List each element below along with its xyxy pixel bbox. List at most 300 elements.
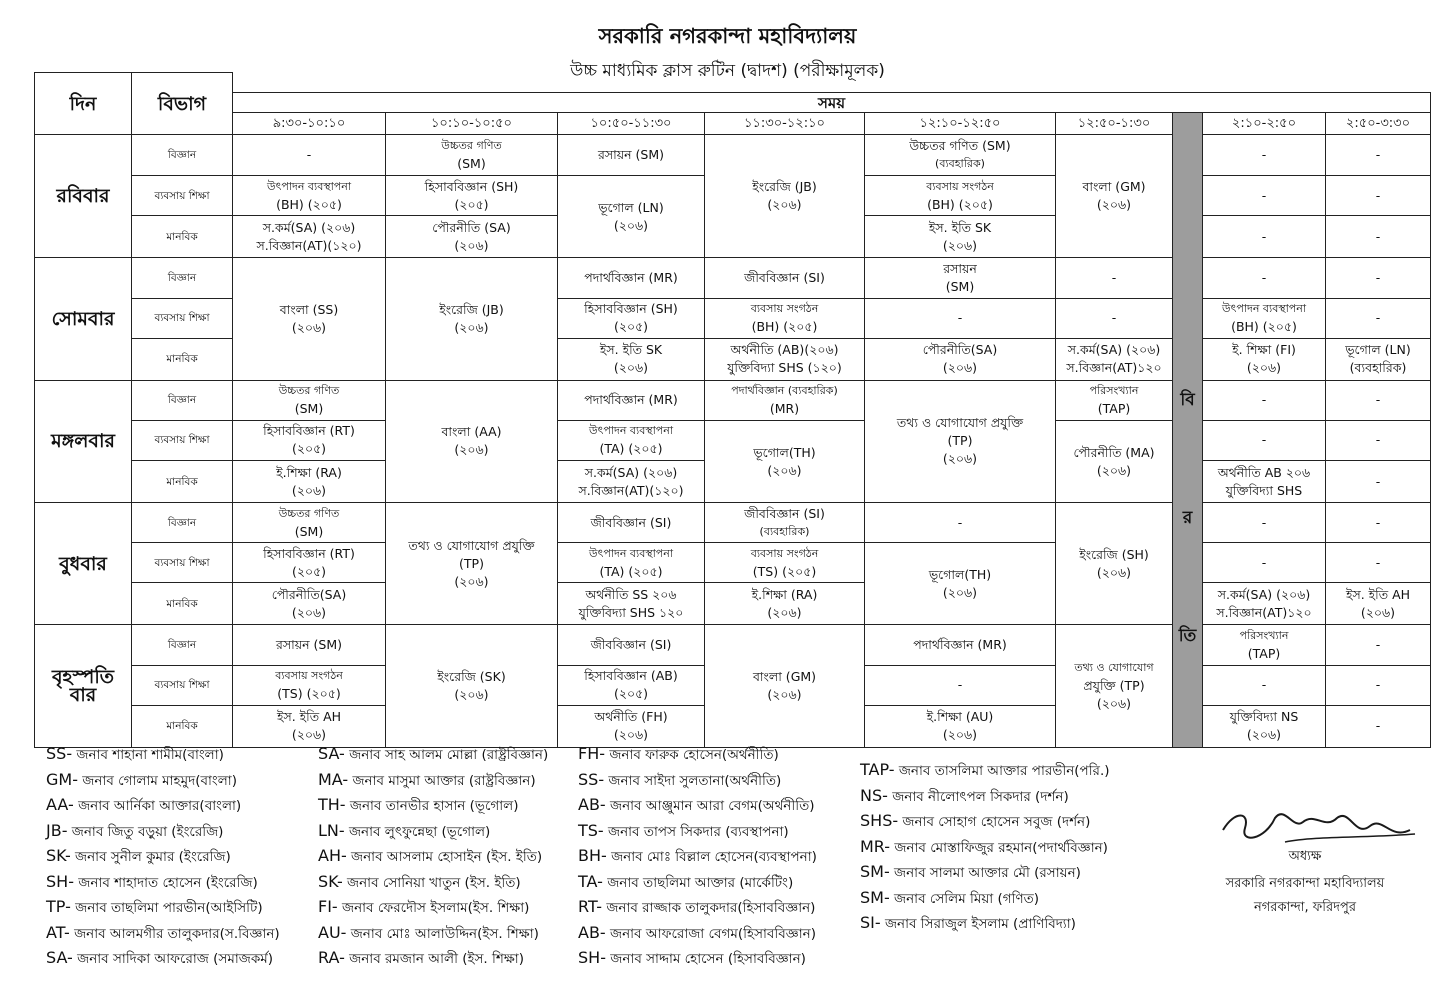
dept-science: বিজ্ঞান xyxy=(132,135,233,176)
class-text: (ব্যবহারিক) xyxy=(935,157,985,171)
routine-subtitle: উচ্চ মাধ্যমিক ক্লাস রুটিন (দ্বাদশ) (পরীক্ষামূলক) xyxy=(570,61,885,81)
class-text: ইস. ইতি AH xyxy=(276,709,342,725)
day-sunday: রবিবার xyxy=(35,135,132,258)
class-text: উৎপাদন ব্যবস্থাপনা xyxy=(588,424,674,438)
class-text: যুক্তিবিদ্যা SHS xyxy=(1225,482,1303,498)
legend-entry xyxy=(578,895,817,921)
class-text: উৎপাদন ব্যবস্থাপনা xyxy=(266,179,352,193)
teacher-name: জনাব শাহাদাত হোসেন (ইংরেজি) xyxy=(78,874,258,891)
class-text: (২০৬) xyxy=(942,451,978,467)
class-text: স.বিজ্ঞান(AT)১২০ xyxy=(1216,604,1312,620)
day-wednesday: বুধবার xyxy=(35,503,132,625)
time-slot: ২:১০-২:৫০ xyxy=(1203,113,1326,135)
day-tuesday: মঙ্গলবার xyxy=(35,380,132,502)
class-text: - xyxy=(1375,270,1381,286)
teacher-name: জনাব ফারুক হোসেন(অর্থনীতি) xyxy=(609,747,779,763)
class-cell xyxy=(1203,298,1326,338)
legend-entry xyxy=(578,921,817,947)
class-text: উৎপাদন ব্যবস্থাপনা xyxy=(1221,302,1307,316)
class-cell xyxy=(1056,503,1173,625)
class-cell xyxy=(865,135,1056,176)
teacher-name: জনাব সিরাজুল ইসলাম (প্রাণিবিদ্যা) xyxy=(884,916,1076,932)
legend-entry xyxy=(318,768,548,794)
legend-entry xyxy=(318,895,548,921)
dept-humanities: মানবিক xyxy=(132,216,233,258)
class-text: (২০৬) xyxy=(454,442,489,458)
teacher-name: জনাব গোলাম মাহমুদ(বাংলা) xyxy=(82,772,237,789)
class-cell xyxy=(1326,380,1431,420)
class-cell xyxy=(233,258,386,380)
teacher-name: জনাব জিতু বড়ুয়া (ইংরেজি) xyxy=(71,823,224,840)
break-letter: তি xyxy=(1178,625,1197,646)
class-text: ইস. ইতি AH xyxy=(1345,586,1411,602)
class-text: (২০৫) xyxy=(613,319,649,335)
dept-science: বিজ্ঞান xyxy=(132,625,233,665)
class-text: (TAP) xyxy=(1097,401,1131,417)
teacher-code: SH- xyxy=(46,871,74,891)
dept-humanities: মানবিক xyxy=(132,705,233,747)
class-text: (SM) xyxy=(457,156,486,172)
class-cell xyxy=(1056,380,1173,420)
time-slot: ১০:১০-১০:৫০ xyxy=(386,113,558,135)
teacher-name: জনাব সেলিম মিয়া (গণিত) xyxy=(894,890,1040,907)
class-text: ইস. ইতি SK xyxy=(928,219,992,235)
teacher-name: জনাব লুৎফুন্নেছা (ভূগোল) xyxy=(348,823,491,840)
class-text: (BH) (২০৫) xyxy=(751,319,818,335)
legend-entry xyxy=(578,946,817,972)
class-text: ই.শিক্ষা (RA) xyxy=(276,464,342,480)
teacher-code: TA- xyxy=(578,871,603,891)
class-text: (২০৬) xyxy=(767,462,802,478)
class-cell xyxy=(705,135,865,258)
teacher-code: FI- xyxy=(318,897,338,916)
teacher-code: SA- xyxy=(46,948,73,967)
legend-entry xyxy=(578,819,817,845)
class-cell xyxy=(233,503,386,543)
legend-entry xyxy=(46,870,280,896)
class-text: উৎপাদন ব্যবস্থাপনা xyxy=(588,546,674,560)
class-text: পৌরনীতি (MA) xyxy=(1073,444,1155,460)
class-text: - xyxy=(1261,677,1267,693)
class-text: (MR) xyxy=(769,401,800,417)
teacher-name: জনাব তাছলিমা পারভীন(আইসিটি) xyxy=(75,900,263,916)
class-text: (২০৬) xyxy=(1096,564,1132,580)
class-cell xyxy=(1326,135,1431,176)
legend-entry xyxy=(46,819,280,845)
dept-business: ব্যবসায় শিক্ষা xyxy=(132,298,233,338)
dept-science: বিজ্ঞান xyxy=(132,503,233,543)
department-column-header: বিভাগ xyxy=(132,73,233,135)
class-text: পদার্থবিজ্ঞান (MR) xyxy=(913,637,1007,653)
teacher-legend-col-1 xyxy=(46,742,280,972)
class-cell xyxy=(705,380,865,420)
class-text: - xyxy=(1375,392,1381,408)
class-text: ব্যবসায় সংগঠন xyxy=(750,546,819,560)
day-column-header: দিন xyxy=(35,73,132,135)
teacher-code: SS- xyxy=(46,744,73,763)
class-text: (২০৬) xyxy=(942,237,978,253)
class-text: - xyxy=(1111,270,1117,286)
class-cell xyxy=(1326,298,1431,338)
college-address: নগরকান্দা, ফরিদপুর xyxy=(1254,900,1356,915)
teacher-name: জনাব আসলাম হোসাইন (ইস. ইতি) xyxy=(351,849,543,865)
class-cell xyxy=(1203,461,1326,503)
class-cell xyxy=(1326,258,1431,298)
teacher-code: AH- xyxy=(318,846,347,865)
class-text: উচ্চতর গণিত xyxy=(278,384,340,398)
class-text: - xyxy=(1261,432,1267,448)
break-letter: বি xyxy=(1180,389,1195,410)
class-cell xyxy=(1203,135,1326,176)
dept-humanities: মানবিক xyxy=(132,461,233,503)
class-cell xyxy=(233,216,386,258)
class-cell xyxy=(865,258,1056,298)
teacher-code: TS- xyxy=(578,820,604,840)
class-text: যুক্তিবিদ্যা SHS ১২০ xyxy=(578,604,684,620)
class-text: যুক্তিবিদ্যা NS xyxy=(1229,709,1299,725)
class-text: উচ্চতর গণিত xyxy=(441,139,502,153)
day-monday: সোমবার xyxy=(35,258,132,380)
class-text: রসায়ন (SM) xyxy=(275,637,343,653)
class-cell xyxy=(1326,583,1431,625)
class-text: (২০৬) xyxy=(767,687,802,703)
class-text: (২০৬) xyxy=(454,573,489,589)
class-cell xyxy=(558,258,705,298)
class-text: (SM) xyxy=(945,279,975,295)
legend-entry xyxy=(318,742,548,768)
class-cell xyxy=(705,258,865,298)
class-text: তথ্য ও যোগাযোগ প্রযুক্তি xyxy=(408,537,535,553)
class-cell xyxy=(233,625,386,665)
class-text: পরিসংখ্যান xyxy=(1239,629,1289,643)
class-cell xyxy=(558,583,705,625)
class-cell xyxy=(1326,503,1431,543)
class-text: - xyxy=(1375,432,1381,448)
class-text: - xyxy=(1261,554,1267,570)
class-cell xyxy=(233,135,386,176)
legend-entry xyxy=(860,886,1110,912)
class-text: হিসাববিজ্ঞান (SH) xyxy=(584,301,678,317)
day-thursday xyxy=(35,625,132,748)
teacher-name: জনাব মাসুমা আক্তার (রাষ্ট্রবিজ্ঞান) xyxy=(352,772,536,789)
class-text: স.কর্ম(SA) (২০৬) xyxy=(584,464,678,480)
class-text: - xyxy=(1375,718,1381,734)
teacher-name: জনাব আলমগীর তালুকদার(স.বিজ্ঞান) xyxy=(74,925,280,942)
class-text: জীববিজ্ঞান (SI) xyxy=(744,270,825,286)
teacher-name: জনাব সোহাগ হোসেন সবুজ (দর্শন) xyxy=(902,814,1091,830)
class-cell xyxy=(1056,258,1173,298)
class-text: অর্থনীতি (FH) xyxy=(594,709,668,725)
legend-entry xyxy=(46,844,280,870)
class-cell xyxy=(1203,503,1326,543)
class-cell xyxy=(558,665,705,705)
class-text: (২০৬) xyxy=(291,727,327,743)
class-text: - xyxy=(957,677,963,693)
class-cell xyxy=(865,380,1056,502)
class-cell xyxy=(233,665,386,705)
legend-entry xyxy=(860,835,1110,861)
class-cell xyxy=(865,298,1056,338)
class-cell xyxy=(705,625,865,748)
class-text: হিসাববিজ্ঞান (SH) xyxy=(424,178,519,194)
class-text: বাংলা (GM) xyxy=(1082,179,1146,195)
class-text: পৌরনীতি(SA) xyxy=(271,586,347,602)
dept-business: ব্যবসায় শিক্ষা xyxy=(132,420,233,460)
teacher-code: FH- xyxy=(578,744,606,763)
class-cell xyxy=(1056,625,1173,748)
class-text: বাংলা (AA) xyxy=(441,424,502,440)
time-header: সময় xyxy=(233,93,1431,113)
class-text: উচ্চতর গণিত (SM) xyxy=(909,138,1011,154)
class-cell xyxy=(865,665,1056,705)
legend-entry xyxy=(578,793,817,819)
class-text: - xyxy=(1375,514,1381,530)
class-cell xyxy=(558,338,705,380)
teacher-name: জনাব তাপস সিকদার (ব্যবস্থাপনা) xyxy=(608,823,789,840)
class-cell xyxy=(705,420,865,502)
class-cell xyxy=(1056,338,1173,380)
legend-entry xyxy=(318,946,548,972)
class-text: স.কর্ম(SA) (২০৬) xyxy=(1067,342,1161,358)
legend-entry xyxy=(578,870,817,896)
class-text: স.কর্ম(SA) (২০৬) xyxy=(1217,586,1311,602)
class-text: (২০৬) xyxy=(454,320,489,336)
class-text: ই.শিক্ষা (AU) xyxy=(926,709,994,725)
teacher-name: জনাব রাজ্জাক তালুকদার(হিসাববিজ্ঞান) xyxy=(606,900,816,916)
class-text: ইস. ইতি SK xyxy=(599,342,663,358)
teacher-name: জনাব ফেরদৌস ইসলাম(ইস. শিক্ষা) xyxy=(342,900,530,916)
class-text: (২০৬) xyxy=(613,360,649,376)
class-text: - xyxy=(1261,187,1267,203)
legend-entry xyxy=(46,895,280,921)
class-text: (২০৬) xyxy=(1096,197,1132,213)
teacher-code: SM- xyxy=(860,862,890,881)
legend-entry xyxy=(46,921,280,947)
class-cell xyxy=(1203,665,1326,705)
class-cell xyxy=(386,625,558,748)
class-text: উচ্চতর গণিত xyxy=(278,506,340,520)
legend-entry xyxy=(318,870,548,896)
teacher-code: SA- xyxy=(318,744,345,763)
class-text: (২০৬) xyxy=(291,482,327,498)
class-text: পৌরনীতি (SA) xyxy=(432,219,511,235)
teacher-legend-col-3 xyxy=(578,742,817,972)
legend-entry xyxy=(860,911,1110,937)
teacher-code: TH- xyxy=(318,795,346,814)
class-cell xyxy=(1326,665,1431,705)
class-text: (২০৫) xyxy=(613,686,649,702)
class-text: হিসাববিজ্ঞান (AB) xyxy=(584,668,678,684)
class-cell xyxy=(233,461,386,503)
class-text: (২০৬) xyxy=(613,217,649,233)
class-text: (TS) (২০৫) xyxy=(752,563,817,579)
class-cell xyxy=(233,420,386,460)
teacher-code: AB- xyxy=(578,922,606,942)
legend-entry xyxy=(318,844,548,870)
class-cell xyxy=(1056,135,1173,258)
teacher-name: জনাব নীলোৎপল সিকদার (দর্শন) xyxy=(892,788,1069,805)
teacher-name: জনাব সাহ আলম মোল্লা (রাষ্ট্রবিজ্ঞান) xyxy=(349,747,549,763)
class-cell xyxy=(865,338,1056,380)
class-text: (২০৬) xyxy=(1360,604,1396,620)
class-text: - xyxy=(1375,228,1381,244)
legend-entry xyxy=(46,742,280,768)
college-name: সরকারি নগরকান্দা মহাবিদ্যালয় xyxy=(598,24,857,48)
class-text: অর্থনীতি AB ২০৬ xyxy=(1217,464,1311,480)
class-cell xyxy=(705,338,865,380)
class-cell xyxy=(558,461,705,503)
class-text: বাংলা (GM) xyxy=(752,669,817,685)
class-cell xyxy=(1326,625,1431,665)
dept-science: বিজ্ঞান xyxy=(132,258,233,298)
class-text: - xyxy=(1375,310,1381,326)
teacher-name: জনাব মোঃ আলাউদ্দিন(ইস. শিক্ষা) xyxy=(350,925,539,942)
class-text: (২০৬) xyxy=(613,727,649,743)
legend-entry xyxy=(318,793,548,819)
class-text: (২০৬) xyxy=(1246,727,1282,743)
teacher-code: MR- xyxy=(860,836,891,856)
legend-entry xyxy=(860,860,1110,886)
class-text: (TAP) xyxy=(1247,646,1281,662)
class-text: (TP) xyxy=(947,433,973,449)
class-text: - xyxy=(306,147,312,163)
dept-humanities: মানবিক xyxy=(132,583,233,625)
class-text: - xyxy=(1375,473,1381,489)
class-text: - xyxy=(1261,514,1267,530)
teacher-code: BH- xyxy=(578,846,607,865)
class-text: স.কর্ম(SA) (২০৬) xyxy=(262,219,356,235)
class-text: (TP) xyxy=(459,555,484,571)
class-cell xyxy=(1203,216,1326,258)
dept-business: ব্যবসায় শিক্ষা xyxy=(132,665,233,705)
teacher-code: SS- xyxy=(578,769,605,789)
class-text: স.বিজ্ঞান(AT)(১২০) xyxy=(256,237,362,253)
class-text: ই.শিক্ষা (RA) xyxy=(751,586,818,602)
class-cell xyxy=(386,216,558,258)
class-cell xyxy=(558,503,705,543)
class-text: জীববিজ্ঞান (SI) xyxy=(744,505,825,521)
class-cell xyxy=(865,705,1056,747)
class-cell xyxy=(1326,543,1431,583)
teacher-code: TP- xyxy=(46,897,71,916)
class-cell xyxy=(1326,705,1431,747)
teacher-code: AU- xyxy=(318,922,347,942)
class-text: (২০৬) xyxy=(291,604,327,620)
teacher-code: SK- xyxy=(46,846,71,865)
class-cell xyxy=(865,625,1056,665)
class-text: জীববিজ্ঞান (SI) xyxy=(590,637,672,653)
class-text: (২০৫) xyxy=(291,441,327,457)
class-cell xyxy=(1326,461,1431,503)
class-text: - xyxy=(1375,187,1381,203)
teacher-code: SH- xyxy=(578,948,606,967)
class-text: পদার্থবিজ্ঞান (ব্যবহারিক) xyxy=(731,384,838,398)
class-cell xyxy=(1326,176,1431,216)
class-text: (২০৬) xyxy=(767,604,802,620)
teacher-code: SK- xyxy=(318,871,343,891)
class-cell xyxy=(386,503,558,625)
dept-humanities: মানবিক xyxy=(132,338,233,380)
class-text: (TA) (২০৫) xyxy=(599,563,663,579)
class-cell xyxy=(1203,583,1326,625)
class-cell xyxy=(1203,543,1326,583)
legend-entry xyxy=(860,784,1110,810)
text: বৃহস্পতি বার xyxy=(51,666,115,707)
teacher-name: জনাব সাদিকা আফরোজ (সমাজকর্ম) xyxy=(77,951,274,967)
class-text: - xyxy=(957,514,963,530)
teacher-code: AT- xyxy=(46,922,70,942)
class-text: (২০৫) xyxy=(291,563,327,579)
teacher-name: জনাব মোঃ বিল্লাল হোসেন(ব্যবস্থাপনা) xyxy=(611,849,817,865)
class-cell xyxy=(865,503,1056,543)
class-text: (TS) (২০৫) xyxy=(277,686,341,702)
class-text: - xyxy=(1375,147,1381,163)
class-cell xyxy=(558,420,705,460)
break-column xyxy=(1173,113,1203,748)
teacher-code: AB- xyxy=(578,795,606,814)
class-cell xyxy=(1203,338,1326,380)
class-text: পদার্থবিজ্ঞান (MR) xyxy=(584,270,678,286)
class-cell xyxy=(865,176,1056,216)
class-text: স.বিজ্ঞান(AT)(১২০) xyxy=(578,482,684,498)
class-text: - xyxy=(1375,637,1381,653)
teacher-code: GM- xyxy=(46,769,78,789)
class-text: - xyxy=(1261,147,1267,163)
class-text: ব্যবসায় সংগঠন xyxy=(275,669,343,683)
class-cell xyxy=(1056,298,1173,338)
class-text: (২০৬) xyxy=(942,727,978,743)
class-text: (SM) xyxy=(294,523,324,539)
teacher-name: জনাব শাহানা শামীম(বাংলা) xyxy=(76,747,224,763)
class-text: ভূগোল (LN) xyxy=(598,199,664,215)
class-text: (SM) xyxy=(294,401,324,417)
class-text: ই. শিক্ষা (FI) xyxy=(1232,342,1296,358)
class-cell xyxy=(1203,380,1326,420)
time-slot: ১০:৫০-১১:৩০ xyxy=(558,113,705,135)
class-cell xyxy=(558,380,705,420)
class-text: - xyxy=(1261,228,1267,244)
class-cell xyxy=(1326,420,1431,460)
class-cell xyxy=(1326,216,1431,258)
class-cell xyxy=(705,503,865,543)
break-letter: র xyxy=(1182,507,1193,528)
class-text: (২০৬) xyxy=(291,320,327,336)
teacher-name: জনাব তাসলিমা আক্তার পারভীন(পরি.) xyxy=(898,763,1110,779)
class-text: - xyxy=(957,310,963,326)
legend-entry xyxy=(860,809,1110,835)
class-text: হিসাববিজ্ঞান (RT) xyxy=(263,423,355,439)
class-text: (২০৬) xyxy=(454,237,489,253)
teacher-code: RA- xyxy=(318,948,345,967)
teacher-code: LN- xyxy=(318,820,345,840)
teacher-name: জনাব তাছলিমা আক্তার (মার্কেটিং) xyxy=(607,874,794,891)
teacher-code: SHS- xyxy=(860,811,899,830)
time-slot: ২:৫০-৩:৩০ xyxy=(1326,113,1431,135)
teacher-name: জনাব সাদ্দাম হোসেন (হিসাববিজ্ঞান) xyxy=(610,951,806,967)
class-cell xyxy=(558,176,705,258)
class-text: ভূগোল(TH) xyxy=(753,444,816,460)
teacher-name: জনাব সাইদা সুলতানা(অর্থনীতি) xyxy=(608,772,782,789)
class-text: ব্যবসায় সংগঠন xyxy=(750,302,819,316)
class-cell xyxy=(233,543,386,583)
legend-entry xyxy=(860,758,1110,784)
class-text: ইংরেজি (SK) xyxy=(437,669,506,685)
teacher-name: জনাব রমজান আলী (ইস. শিক্ষা) xyxy=(349,951,524,967)
class-cell xyxy=(386,380,558,502)
class-cell xyxy=(865,543,1056,625)
legend-entry xyxy=(578,742,817,768)
class-text: - xyxy=(1111,310,1117,326)
